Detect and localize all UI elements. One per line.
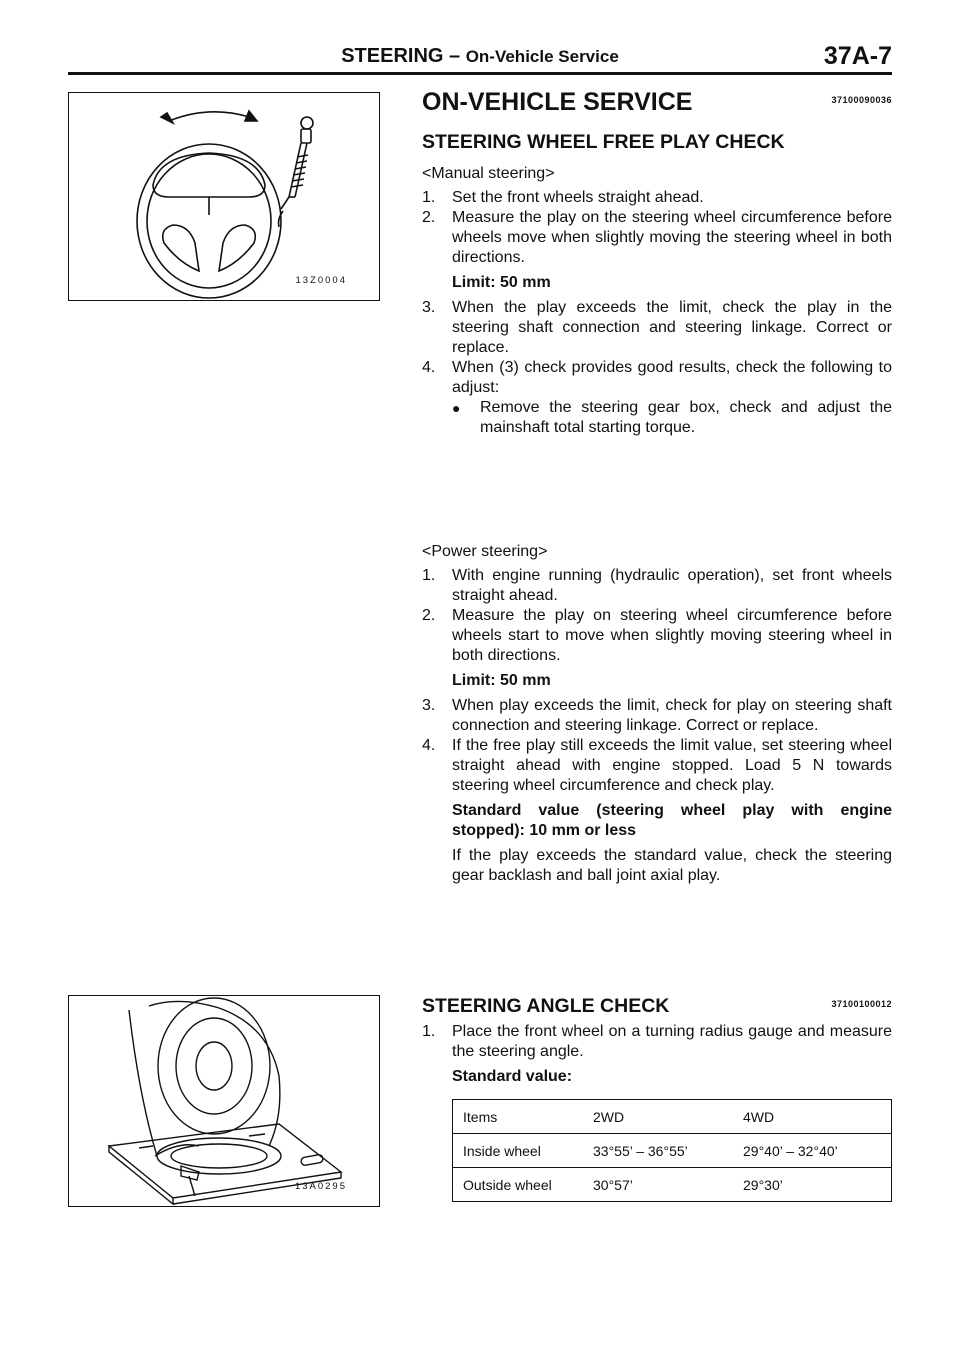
power-note: If the play exceeds the standard value, check the steering gear backlash and ball joint axial play.	[452, 847, 892, 884]
bullet-icon: ●	[452, 400, 461, 416]
manual-steps	[422, 188, 892, 268]
table-cell: 29°30’	[733, 1168, 892, 1202]
manual-limit: Limit: 50 mm	[452, 274, 551, 291]
figure-turning-gauge	[68, 995, 380, 1207]
page-number: 37A-7	[823, 42, 892, 70]
header-rule	[68, 72, 892, 75]
header-section: STEERING –	[341, 45, 461, 67]
power-limit: Limit: 50 mm	[452, 672, 551, 689]
list-item	[452, 398, 892, 438]
power-steps	[422, 566, 892, 666]
title-code: 37100090036	[831, 95, 892, 105]
angle-heading	[422, 994, 892, 1018]
free-play-section	[422, 88, 892, 438]
step-text: Measure the play on the steering wheel circumference before wheels move when slightly moving the steering wheel in both directions.	[452, 209, 892, 266]
angle-table	[452, 1099, 892, 1202]
power-label: <Power steering>	[422, 543, 548, 560]
step-text: If the free play still exceeds the limit value, set steering wheel straight ahead with engine stopped. Load 5 N towards steering wheel circumference and check play.	[452, 737, 892, 794]
manual-steps-2	[422, 298, 892, 438]
figure-steering-wheel	[68, 92, 380, 301]
list-item	[422, 298, 892, 358]
manual-label: <Manual steering>	[422, 165, 555, 182]
step-text: With engine running (hydraulic operation), set front wheels straight ahead.	[452, 567, 892, 604]
table-cell: Outside wheel	[453, 1168, 584, 1202]
figure-code: 13A0295	[294, 1181, 347, 1192]
list-item	[422, 358, 892, 398]
table-row	[453, 1168, 892, 1202]
page-title	[422, 88, 892, 116]
step-text: When the play exceeds the limit, check the play in the steering shaft connection and steering linkage. Correct or replace.	[452, 299, 892, 356]
step-text: When (3) check provides good results, check the following to adjust:	[452, 359, 892, 396]
list-item	[422, 606, 892, 666]
list-item	[422, 566, 892, 606]
free-play-heading: STEERING WHEEL FREE PLAY CHECK	[422, 131, 785, 153]
step-number: 4.	[422, 737, 436, 754]
step-number: 3.	[422, 299, 436, 316]
step-text: When play exceeds the limit, check for play on steering shaft connection and steering linkage. Correct or replace.	[452, 697, 892, 734]
step-number: 1.	[422, 189, 436, 206]
step-number: 1.	[422, 567, 436, 584]
table-header-cell: Items	[453, 1100, 584, 1134]
angle-heading-text: STEERING ANGLE CHECK	[422, 995, 670, 1017]
table-header-cell: 4WD	[733, 1100, 892, 1134]
table-cell: Inside wheel	[453, 1134, 584, 1168]
list-item	[422, 208, 892, 268]
step-text: Place the front wheel on a turning radius gauge and measure the steering angle.	[452, 1023, 892, 1060]
power-steps-2	[422, 696, 892, 796]
page-title-text: ON-VEHICLE SERVICE	[422, 88, 693, 116]
power-standard-value: Standard value (steering wheel play with engine stopped): 10 mm or less	[452, 802, 892, 839]
table-cell: 30°57’	[583, 1168, 733, 1202]
table-cell: 33°55’ – 36°55’	[583, 1134, 733, 1168]
list-item	[422, 696, 892, 736]
table-row	[453, 1134, 892, 1168]
angle-standard-label: Standard value:	[452, 1068, 573, 1085]
angle-section	[422, 994, 892, 1202]
step-number: 3.	[422, 697, 436, 714]
list-item	[422, 736, 892, 796]
step-text: Measure the play on steering wheel circumference before wheels start to move when slightly moving steering wheel in both directions.	[452, 607, 892, 664]
table-header-cell: 2WD	[583, 1100, 733, 1134]
list-item	[422, 1022, 892, 1062]
header-title	[68, 45, 892, 68]
step-text: Set the front wheels straight ahead.	[452, 189, 704, 206]
bullet-text: Remove the steering gear box, check and adjust the mainshaft total starting torque.	[480, 399, 892, 436]
step-number: 4.	[422, 359, 436, 376]
table-cell: 29°40’ – 32°40’	[733, 1134, 892, 1168]
figure-code: 13Z0004	[295, 275, 347, 286]
step-number: 1.	[422, 1023, 436, 1040]
table-header-row	[453, 1100, 892, 1134]
steering-wheel-spring-scale-icon	[69, 93, 379, 300]
step-number: 2.	[422, 607, 436, 624]
page-header	[68, 43, 892, 75]
wheel-on-turning-radius-gauge-icon	[69, 996, 379, 1206]
step-number: 2.	[422, 209, 436, 226]
header-subsection: On-Vehicle Service	[465, 47, 619, 66]
angle-code: 37100100012	[831, 999, 892, 1009]
list-item	[422, 188, 892, 208]
power-steering-section	[422, 542, 892, 886]
